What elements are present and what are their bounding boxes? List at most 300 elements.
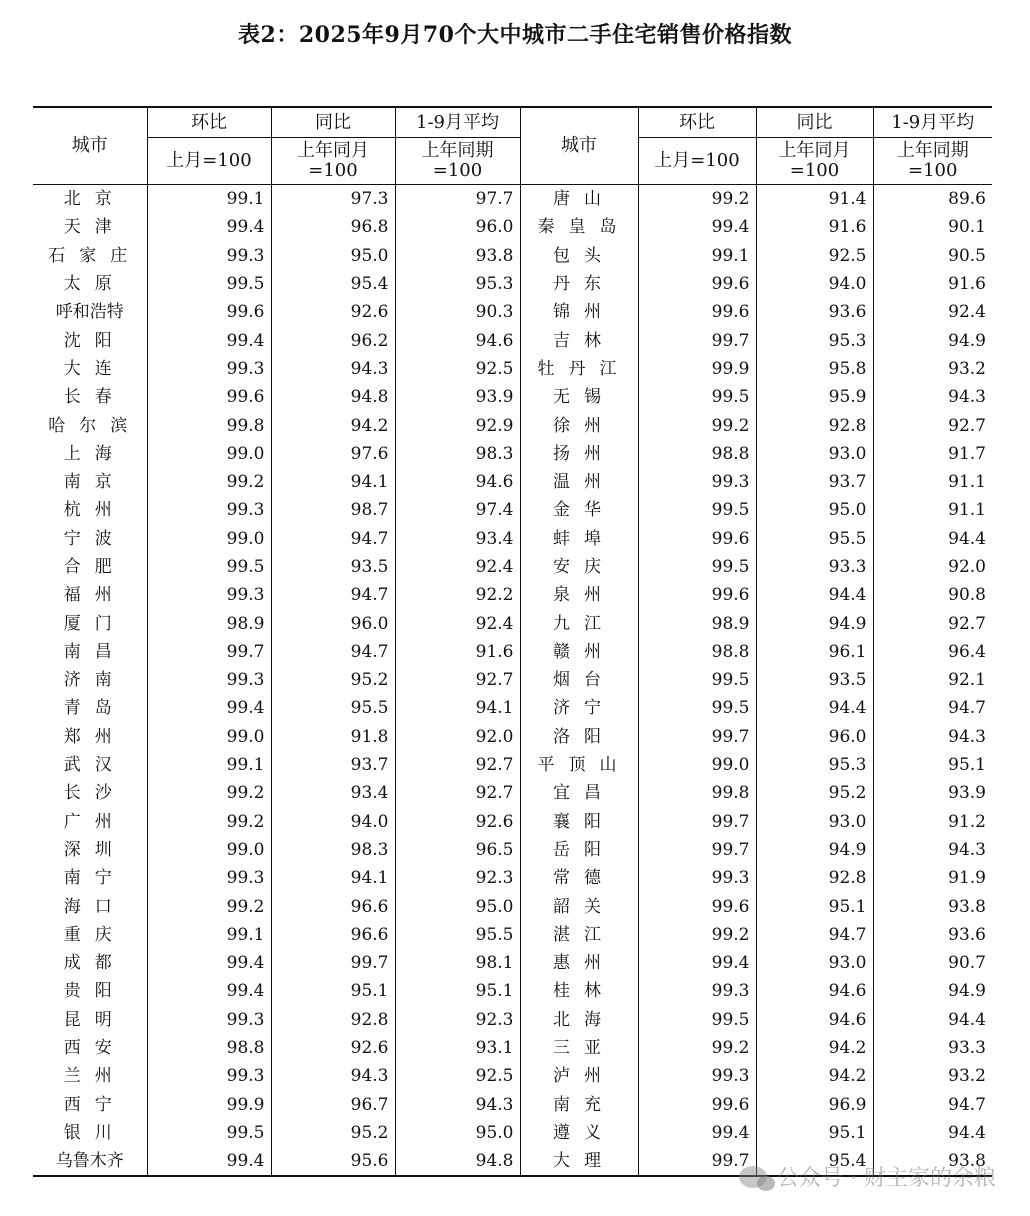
tb-value: 94.1	[271, 468, 395, 496]
tb-value: 94.9	[756, 836, 873, 864]
avg-value: 94.3	[873, 723, 992, 751]
hb-value: 99.7	[147, 638, 271, 666]
hb-value: 99.6	[638, 298, 756, 326]
hb-value: 99.7	[638, 723, 756, 751]
city-name: 郑州	[63, 726, 126, 747]
city-name: 蚌埠	[520, 525, 638, 553]
watermark	[739, 1161, 996, 1192]
city-name: 贵阳	[63, 981, 126, 1002]
table-row	[33, 977, 992, 1005]
city-name: 广州	[63, 811, 126, 832]
tb-value: 94.8	[271, 383, 395, 411]
city-name: 南京	[63, 472, 126, 493]
table-row	[33, 779, 992, 807]
tb-value: 94.6	[756, 977, 873, 1005]
table-row	[33, 864, 992, 892]
tb-value: 95.4	[271, 270, 395, 298]
hb-value: 99.7	[638, 808, 756, 836]
avg-value: 93.9	[873, 779, 992, 807]
city-name: 北京	[63, 189, 126, 210]
city-name: 襄阳	[520, 808, 638, 836]
city-name: 兰州	[63, 1066, 126, 1087]
avg-value: 92.9	[395, 411, 520, 439]
tb-value: 93.0	[756, 949, 873, 977]
table-row	[33, 213, 992, 241]
table-row	[33, 1062, 992, 1090]
hb-value: 99.4	[147, 326, 271, 354]
city-name: 泉州	[520, 581, 638, 609]
hb-value: 99.2	[147, 892, 271, 920]
tb-value: 92.8	[756, 864, 873, 892]
table-row	[33, 1091, 992, 1119]
tb-value: 95.3	[756, 751, 873, 779]
avg-value: 94.1	[395, 694, 520, 722]
city-name: 包头	[520, 242, 638, 270]
city-name: 杭州	[63, 500, 126, 521]
hb-value: 98.8	[638, 638, 756, 666]
hb-value: 99.4	[147, 213, 271, 241]
avg-value: 92.7	[395, 666, 520, 694]
table-row	[33, 298, 992, 326]
city-name: 重庆	[63, 924, 126, 945]
city-name: 烟台	[520, 666, 638, 694]
table-row	[33, 892, 992, 920]
avg-value: 92.0	[873, 553, 992, 581]
table-row	[33, 609, 992, 637]
avg-value: 89.6	[873, 185, 992, 214]
city-name: 上海	[63, 443, 126, 464]
avg-value: 92.1	[873, 666, 992, 694]
avg-value: 93.8	[873, 892, 992, 920]
hb-value: 99.5	[638, 553, 756, 581]
tb-value: 93.4	[271, 779, 395, 807]
city-name: 牡丹江	[520, 355, 638, 383]
hb-value: 99.2	[147, 808, 271, 836]
city-name: 韶关	[520, 892, 638, 920]
city-name: 银川	[63, 1122, 126, 1143]
hb-value: 99.2	[638, 921, 756, 949]
header-avg-base-left: 上年同期 =100	[395, 138, 520, 185]
tb-value: 94.0	[271, 808, 395, 836]
table-row	[33, 1006, 992, 1034]
tb-value: 92.8	[756, 411, 873, 439]
tb-value: 95.3	[756, 326, 873, 354]
city-name: 吉林	[520, 326, 638, 354]
city-name: 扬州	[520, 440, 638, 468]
avg-value: 93.2	[873, 355, 992, 383]
avg-value: 93.1	[395, 1034, 520, 1062]
city-name: 洛阳	[520, 723, 638, 751]
hb-value: 99.6	[147, 383, 271, 411]
tb-value: 95.2	[271, 666, 395, 694]
hb-value: 99.4	[147, 694, 271, 722]
table-row	[33, 553, 992, 581]
tb-value: 94.3	[271, 1062, 395, 1090]
header-hb-base-left: 上月=100	[147, 138, 271, 185]
table-row	[33, 694, 992, 722]
avg-value: 95.3	[395, 270, 520, 298]
hb-value: 99.3	[147, 496, 271, 524]
header-city-left: 城市	[33, 107, 147, 185]
avg-value: 91.6	[873, 270, 992, 298]
tb-value: 94.4	[756, 694, 873, 722]
hb-value: 99.3	[638, 468, 756, 496]
city-name: 昆明	[63, 1009, 126, 1030]
hb-value: 99.8	[638, 779, 756, 807]
hb-value: 99.0	[147, 525, 271, 553]
city-name: 惠州	[520, 949, 638, 977]
city-name: 合肥	[63, 557, 126, 577]
tb-value: 96.9	[756, 1091, 873, 1119]
city-name: 唐山	[520, 185, 638, 214]
avg-value: 93.2	[873, 1062, 992, 1090]
city-name: 丹东	[520, 270, 638, 298]
table-row	[33, 355, 992, 383]
hb-value: 99.4	[147, 977, 271, 1005]
tb-value: 95.1	[756, 892, 873, 920]
hb-value: 99.1	[147, 921, 271, 949]
tb-value: 95.2	[271, 1119, 395, 1147]
avg-value: 92.7	[395, 779, 520, 807]
tb-value: 96.7	[271, 1091, 395, 1119]
hb-value: 99.7	[638, 836, 756, 864]
tb-value: 94.7	[271, 581, 395, 609]
tb-value: 93.0	[756, 440, 873, 468]
hb-value: 98.8	[638, 440, 756, 468]
table-row	[33, 949, 992, 977]
hb-value: 99.3	[147, 666, 271, 694]
city-name: 常德	[520, 864, 638, 892]
avg-value: 90.8	[873, 581, 992, 609]
hb-value: 98.9	[638, 609, 756, 637]
avg-value: 96.5	[395, 836, 520, 864]
city-name: 济南	[63, 670, 126, 691]
avg-value: 92.4	[395, 609, 520, 637]
avg-value: 98.3	[395, 440, 520, 468]
hb-value: 99.3	[638, 864, 756, 892]
tb-value: 96.0	[756, 723, 873, 751]
avg-value: 94.3	[873, 383, 992, 411]
avg-value: 93.8	[873, 1147, 992, 1176]
tb-value: 94.0	[756, 270, 873, 298]
city-name: 西安	[63, 1038, 126, 1059]
avg-value: 91.6	[395, 638, 520, 666]
tb-value: 94.2	[271, 411, 395, 439]
avg-value: 94.7	[873, 1091, 992, 1119]
hb-value: 99.5	[638, 666, 756, 694]
hb-value: 99.0	[147, 836, 271, 864]
hb-value: 99.3	[147, 581, 271, 609]
hb-value: 99.5	[638, 1006, 756, 1034]
avg-value: 92.4	[873, 298, 992, 326]
header-row-1	[33, 107, 992, 138]
tb-value: 97.6	[271, 440, 395, 468]
hb-value: 99.4	[638, 1119, 756, 1147]
tb-value: 91.8	[271, 723, 395, 751]
avg-value: 95.0	[395, 1119, 520, 1147]
tb-value: 93.3	[756, 553, 873, 581]
city-name: 湛江	[520, 921, 638, 949]
hb-value: 99.5	[147, 270, 271, 298]
table-row	[33, 326, 992, 354]
watermark-text: 公众号 · 财主家的余粮	[777, 1166, 996, 1191]
hb-value: 99.2	[638, 411, 756, 439]
table-row	[33, 1034, 992, 1062]
city-name: 石家庄	[48, 245, 142, 266]
tb-value: 95.5	[271, 694, 395, 722]
hb-value: 99.3	[147, 242, 271, 270]
hb-value: 99.5	[638, 694, 756, 722]
tb-value: 94.2	[756, 1062, 873, 1090]
tb-value: 93.5	[271, 553, 395, 581]
hb-value: 98.8	[147, 1034, 271, 1062]
tb-value: 94.7	[271, 638, 395, 666]
avg-value: 92.7	[395, 751, 520, 779]
tb-value: 95.0	[756, 496, 873, 524]
tb-value: 96.6	[271, 921, 395, 949]
hb-value: 99.0	[147, 723, 271, 751]
avg-value: 93.3	[873, 1034, 992, 1062]
city-name: 无锡	[520, 383, 638, 411]
table-row	[33, 581, 992, 609]
header-tb-right: 同比	[756, 107, 873, 138]
table-row	[33, 185, 992, 214]
avg-value: 92.3	[395, 864, 520, 892]
city-name: 乌鲁木齐	[55, 1151, 124, 1172]
header-row-2	[33, 138, 992, 185]
avg-value: 90.1	[873, 213, 992, 241]
tb-value: 98.7	[271, 496, 395, 524]
city-name: 三亚	[520, 1034, 638, 1062]
tb-value: 94.6	[756, 1006, 873, 1034]
avg-value: 95.5	[395, 921, 520, 949]
tb-value: 94.7	[756, 921, 873, 949]
avg-value: 92.7	[873, 411, 992, 439]
avg-value: 91.7	[873, 440, 992, 468]
avg-value: 94.3	[395, 1091, 520, 1119]
table-row	[33, 921, 992, 949]
table-title: 表2：2025年9月70个大中城市二手住宅销售价格指数	[238, 22, 792, 48]
hb-value: 99.2	[638, 185, 756, 214]
city-name: 长春	[63, 387, 126, 408]
tb-value: 91.6	[756, 213, 873, 241]
tb-value: 92.6	[271, 298, 395, 326]
hb-value: 99.9	[147, 1091, 271, 1119]
hb-value: 99.9	[638, 355, 756, 383]
city-name: 徐州	[520, 411, 638, 439]
tb-value: 93.7	[756, 468, 873, 496]
hb-value: 99.6	[147, 298, 271, 326]
table-row	[33, 723, 992, 751]
tb-value: 97.3	[271, 185, 395, 214]
tb-value: 94.2	[756, 1034, 873, 1062]
hb-value: 99.6	[638, 270, 756, 298]
tb-value: 95.4	[756, 1147, 873, 1176]
tb-value: 93.5	[756, 666, 873, 694]
header-tb-left: 同比	[271, 107, 395, 138]
hb-value: 99.5	[638, 496, 756, 524]
hb-value: 99.6	[638, 581, 756, 609]
city-name: 沈阳	[63, 330, 126, 351]
header-tb-base-left: 上年同月 =100	[271, 138, 395, 185]
city-name: 武汉	[63, 755, 126, 776]
city-name: 哈尔滨	[48, 415, 142, 436]
header-avg-base-right: 上年同期 =100	[873, 138, 992, 185]
avg-value: 94.4	[873, 1119, 992, 1147]
tb-value: 92.8	[271, 1006, 395, 1034]
header-hb-left: 环比	[147, 107, 271, 138]
avg-value: 94.9	[873, 977, 992, 1005]
avg-value: 94.4	[873, 525, 992, 553]
hb-value: 99.1	[638, 242, 756, 270]
avg-value: 94.3	[873, 836, 992, 864]
avg-value: 92.6	[395, 808, 520, 836]
avg-value: 92.0	[395, 723, 520, 751]
avg-value: 98.1	[395, 949, 520, 977]
tb-value: 95.1	[271, 977, 395, 1005]
header-city-right: 城市	[520, 107, 638, 185]
table-row	[33, 525, 992, 553]
header-tb-base-right: 上年同月 =100	[756, 138, 873, 185]
avg-value: 91.9	[873, 864, 992, 892]
header-avg-left: 1-9月平均	[395, 107, 520, 138]
tb-value: 95.0	[271, 242, 395, 270]
tb-value: 94.3	[271, 355, 395, 383]
table-row	[33, 496, 992, 524]
city-name: 桂林	[520, 977, 638, 1005]
header-hb-right: 环比	[638, 107, 756, 138]
table-row	[33, 751, 992, 779]
tb-value: 92.6	[271, 1034, 395, 1062]
table-row	[33, 411, 992, 439]
table-body	[33, 185, 992, 1177]
city-name: 锦州	[520, 298, 638, 326]
avg-value: 92.5	[395, 1062, 520, 1090]
city-name: 海口	[63, 896, 126, 917]
avg-value: 91.1	[873, 468, 992, 496]
hb-value: 99.5	[147, 1119, 271, 1147]
avg-value: 90.5	[873, 242, 992, 270]
table-row	[33, 1119, 992, 1147]
avg-value: 92.7	[873, 609, 992, 637]
tb-value: 94.1	[271, 864, 395, 892]
hb-value: 99.4	[147, 949, 271, 977]
avg-value: 97.4	[395, 496, 520, 524]
city-name: 大连	[63, 358, 126, 379]
table-row	[33, 242, 992, 270]
tb-value: 95.9	[756, 383, 873, 411]
avg-value: 91.1	[873, 496, 992, 524]
avg-value: 93.8	[395, 242, 520, 270]
city-name: 长沙	[63, 783, 126, 804]
tb-value: 94.7	[271, 525, 395, 553]
tb-value: 93.6	[756, 298, 873, 326]
price-index-table	[33, 106, 992, 1177]
avg-value: 92.2	[395, 581, 520, 609]
table-row	[33, 666, 992, 694]
table-row	[33, 383, 992, 411]
tb-value: 92.5	[756, 242, 873, 270]
hb-value: 99.3	[638, 977, 756, 1005]
tb-value: 96.6	[271, 892, 395, 920]
hb-value: 99.4	[638, 213, 756, 241]
avg-value: 93.4	[395, 525, 520, 553]
header-hb-base-right: 上月=100	[638, 138, 756, 185]
table-row	[33, 808, 992, 836]
city-name: 泸州	[520, 1062, 638, 1090]
wechat-icon	[739, 1166, 767, 1188]
avg-value: 93.6	[873, 921, 992, 949]
tb-value: 96.1	[756, 638, 873, 666]
hb-value: 99.1	[147, 751, 271, 779]
tb-value: 94.4	[756, 581, 873, 609]
table-row	[33, 468, 992, 496]
city-name: 宁波	[63, 528, 126, 549]
hb-value: 99.0	[638, 751, 756, 779]
tb-value: 95.2	[756, 779, 873, 807]
tb-value: 95.8	[756, 355, 873, 383]
hb-value: 99.3	[147, 1006, 271, 1034]
city-name: 西宁	[63, 1094, 126, 1115]
city-name: 岳阳	[520, 836, 638, 864]
city-name: 深圳	[63, 839, 126, 860]
tb-value: 96.2	[271, 326, 395, 354]
city-name: 呼和浩特	[55, 302, 124, 323]
hb-value: 99.1	[147, 185, 271, 214]
hb-value: 99.5	[638, 383, 756, 411]
city-name: 平顶山	[520, 751, 638, 779]
avg-value: 96.4	[873, 638, 992, 666]
city-name: 济宁	[520, 694, 638, 722]
hb-value: 99.2	[638, 1034, 756, 1062]
table-row	[33, 270, 992, 298]
header-avg-right: 1-9月平均	[873, 107, 992, 138]
hb-value: 99.8	[147, 411, 271, 439]
hb-value: 99.6	[638, 1091, 756, 1119]
tb-value: 95.5	[756, 525, 873, 553]
avg-value: 90.7	[873, 949, 992, 977]
hb-value: 98.9	[147, 609, 271, 637]
hb-value: 99.0	[147, 440, 271, 468]
hb-value: 99.2	[147, 468, 271, 496]
city-name: 南充	[520, 1091, 638, 1119]
tb-value: 91.4	[756, 185, 873, 214]
avg-value: 90.3	[395, 298, 520, 326]
hb-value: 99.5	[147, 553, 271, 581]
city-name: 宜昌	[520, 779, 638, 807]
hb-value: 99.4	[147, 1147, 271, 1176]
avg-value: 95.1	[873, 751, 992, 779]
hb-value: 99.7	[638, 1147, 756, 1176]
avg-value: 94.6	[395, 326, 520, 354]
avg-value: 94.6	[395, 468, 520, 496]
hb-value: 99.4	[638, 949, 756, 977]
city-name: 南昌	[63, 641, 126, 662]
table-row	[33, 836, 992, 864]
table-row	[33, 440, 992, 468]
tb-value: 96.0	[271, 609, 395, 637]
avg-value: 94.9	[873, 326, 992, 354]
avg-value: 92.4	[395, 553, 520, 581]
tb-value: 93.7	[271, 751, 395, 779]
city-name: 南宁	[63, 868, 126, 889]
city-name: 青岛	[63, 698, 126, 719]
hb-value: 99.3	[638, 1062, 756, 1090]
city-name: 福州	[63, 585, 126, 606]
tb-value: 99.7	[271, 949, 395, 977]
tb-value: 98.3	[271, 836, 395, 864]
hb-value: 99.7	[638, 326, 756, 354]
